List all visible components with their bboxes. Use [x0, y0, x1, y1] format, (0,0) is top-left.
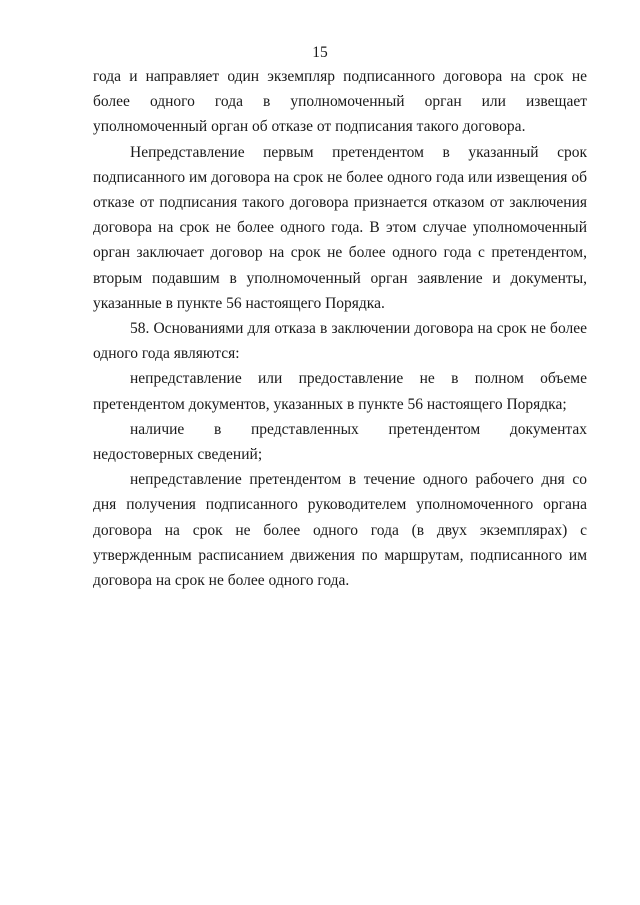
paragraph-item-58: 58. Основаниями для отказа в заключении договора на срок не более одного года являются: [93, 320, 587, 363]
page-number: 15 [312, 44, 328, 61]
paragraph-ground-1: непредставление или предоставление не в полном объеме претендентом документов, указанных в пункте 56 настоящего Порядка; [93, 370, 587, 413]
paragraph-ground-2: наличие в представленных претендентом документах недостоверных сведений; [93, 420, 587, 464]
paragraph-nonsubmission: Непредставление первым претендентом в указанный срок подписанного им договора на срок не более одного года или извещения об отказе от подписания такого договора признается отказом от заключения договора на срок не более одного года. В этом случае уполномоченный орган заключает договор на срок не более одного года с претендентом, вторым подавшим в уполномоченный орган заявление и документы, указанные в пункте 56 настоящего Порядка. [93, 143, 587, 312]
paragraph-ground-3: непредставление претендентом в течение одного рабочего дня со дня получения подписанного руководителем уполномоченного органа договора на срок не более одного года (в двух экземплярах) с утвержденным расписанием движения по маршрутам, подписанного им договора на срок не более одного года. [93, 471, 587, 590]
paragraph-continuation: года и направляет один экземпляр подписанного договора на срок не более одного года в уполномоченный орган или извещает уполномоченный орган об отказе от подписания такого договора. [93, 68, 587, 136]
document-body [93, 64, 587, 593]
